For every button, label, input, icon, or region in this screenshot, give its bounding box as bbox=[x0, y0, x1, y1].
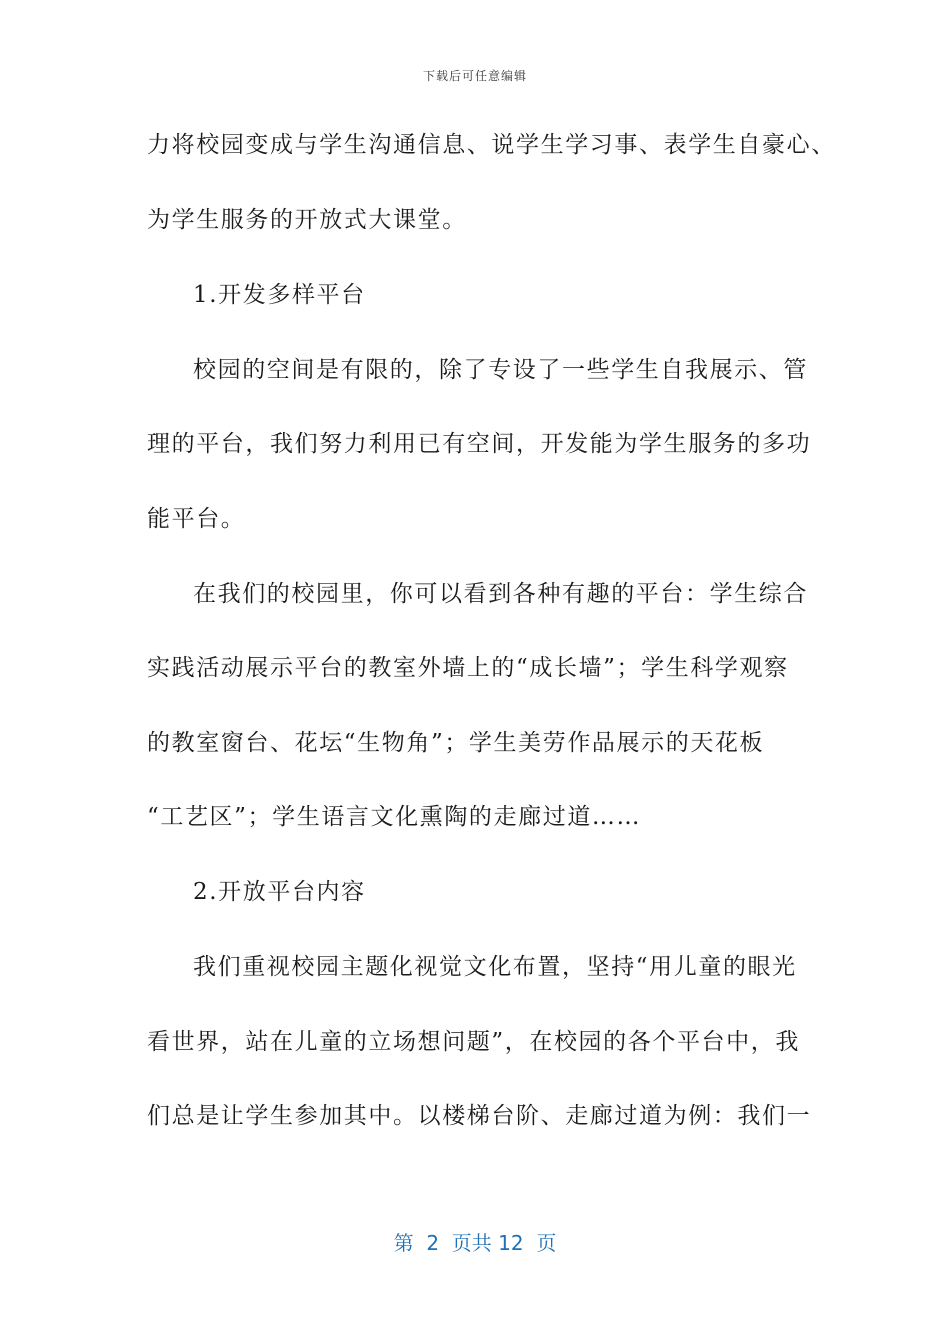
body-line: 看世界，站在儿童的立场想问题”，在校园的各个平台中，我 bbox=[147, 1029, 800, 1055]
body-line: 为学生服务的开放式大课堂。 bbox=[147, 207, 467, 233]
page-header-note: 下载后可任意编辑 bbox=[422, 69, 527, 83]
body-line: 在我们的校园里，你可以看到各种有趣的平台：学生综合 bbox=[193, 581, 808, 607]
body-line: 校园的空间是有限的，除了专设了一些学生自我展示、管 bbox=[193, 357, 808, 383]
body-line: 实践活动展示平台的教室外墙上的“成长墙”；学生科学观察 bbox=[147, 655, 789, 681]
body-line: 理的平台，我们努力利用已有空间，开发能为学生服务的多功 bbox=[147, 431, 812, 457]
body-line: “工艺区”；学生语言文化熏陶的走廊过道…… bbox=[147, 804, 642, 830]
section-heading: 2.开放平台内容 bbox=[193, 879, 366, 905]
page-number: 第 2 页共 12 页 bbox=[393, 1231, 557, 1255]
body-line: 能平台。 bbox=[147, 506, 246, 532]
body-line: 的教室窗台、花坛“生物角”；学生美劳作品展示的天花板 bbox=[147, 730, 765, 756]
body-line: 们总是让学生参加其中。以楼梯台阶、走廊过道为例：我们一 bbox=[147, 1103, 812, 1129]
body-line: 力将校园变成与学生沟通信息、说学生学习事、表学生自豪心、 bbox=[147, 132, 836, 158]
section-heading: 1.开发多样平台 bbox=[193, 282, 366, 308]
body-line: 我们重视校园主题化视觉文化布置，坚持“用儿童的眼光 bbox=[193, 954, 797, 980]
